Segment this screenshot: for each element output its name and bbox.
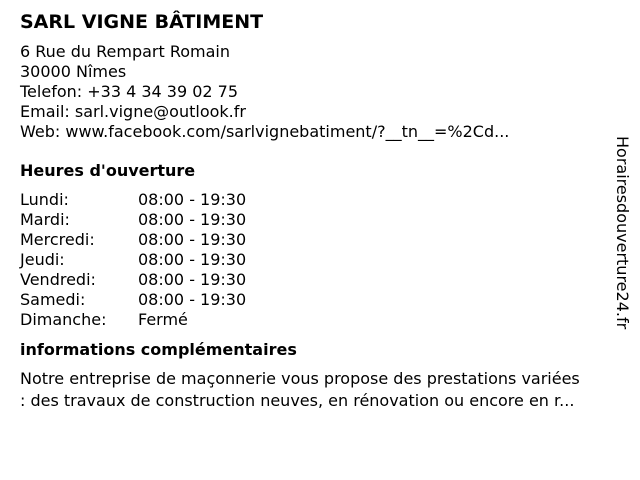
info-line-1: Notre entreprise de maçonnerie vous propose des prestations variées (20, 369, 580, 388)
hours-row-mercredi (20, 230, 610, 250)
day-label: Samedi: (20, 290, 86, 309)
hours-row-vendredi (20, 270, 610, 290)
time-value: 08:00 - 19:30 (138, 290, 247, 309)
hours-row-mardi (20, 210, 610, 230)
info-heading: informations complémentaires (20, 340, 297, 359)
time-value: 08:00 - 19:30 (138, 230, 247, 249)
hours-table (20, 190, 610, 330)
time-value: 08:00 - 19:30 (138, 270, 247, 289)
time-value: 08:00 - 19:30 (138, 250, 247, 269)
hours-row-dimanche (20, 310, 610, 330)
day-label: Mardi: (20, 210, 70, 229)
business-name: SARL VIGNE BÂTIMENT (20, 11, 264, 33)
time-value: 08:00 - 19:30 (138, 190, 247, 209)
site-watermark: Horairesdouverture24.fr (613, 136, 632, 330)
email-text: Email: sarl.vigne@outlook.fr (20, 102, 246, 121)
hours-row-lundi (20, 190, 610, 210)
time-value: 08:00 - 19:30 (138, 210, 247, 229)
address-line-2: 30000 Nîmes (20, 62, 127, 81)
address-line-1: 6 Rue du Rempart Romain (20, 42, 231, 61)
phone-text: Telefon: +33 4 34 39 02 75 (20, 82, 239, 101)
hours-row-jeudi (20, 250, 610, 270)
day-label: Lundi: (20, 190, 69, 209)
info-line-2: : des travaux de construction neuves, en rénovation ou encore en r... (20, 391, 575, 410)
day-label: Mercredi: (20, 230, 95, 249)
day-label: Dimanche: (20, 310, 107, 329)
day-label: Jeudi: (20, 250, 65, 269)
time-value: Fermé (138, 310, 188, 329)
contact-block (20, 42, 610, 142)
hours-row-samedi (20, 290, 610, 310)
day-label: Vendredi: (20, 270, 96, 289)
business-card (20, 10, 610, 412)
info-description (20, 368, 610, 412)
hours-heading: Heures d'ouverture (20, 161, 196, 180)
web-text: Web: www.facebook.com/sarlvignebatiment/?__tn__=%2Cd... (20, 122, 510, 141)
